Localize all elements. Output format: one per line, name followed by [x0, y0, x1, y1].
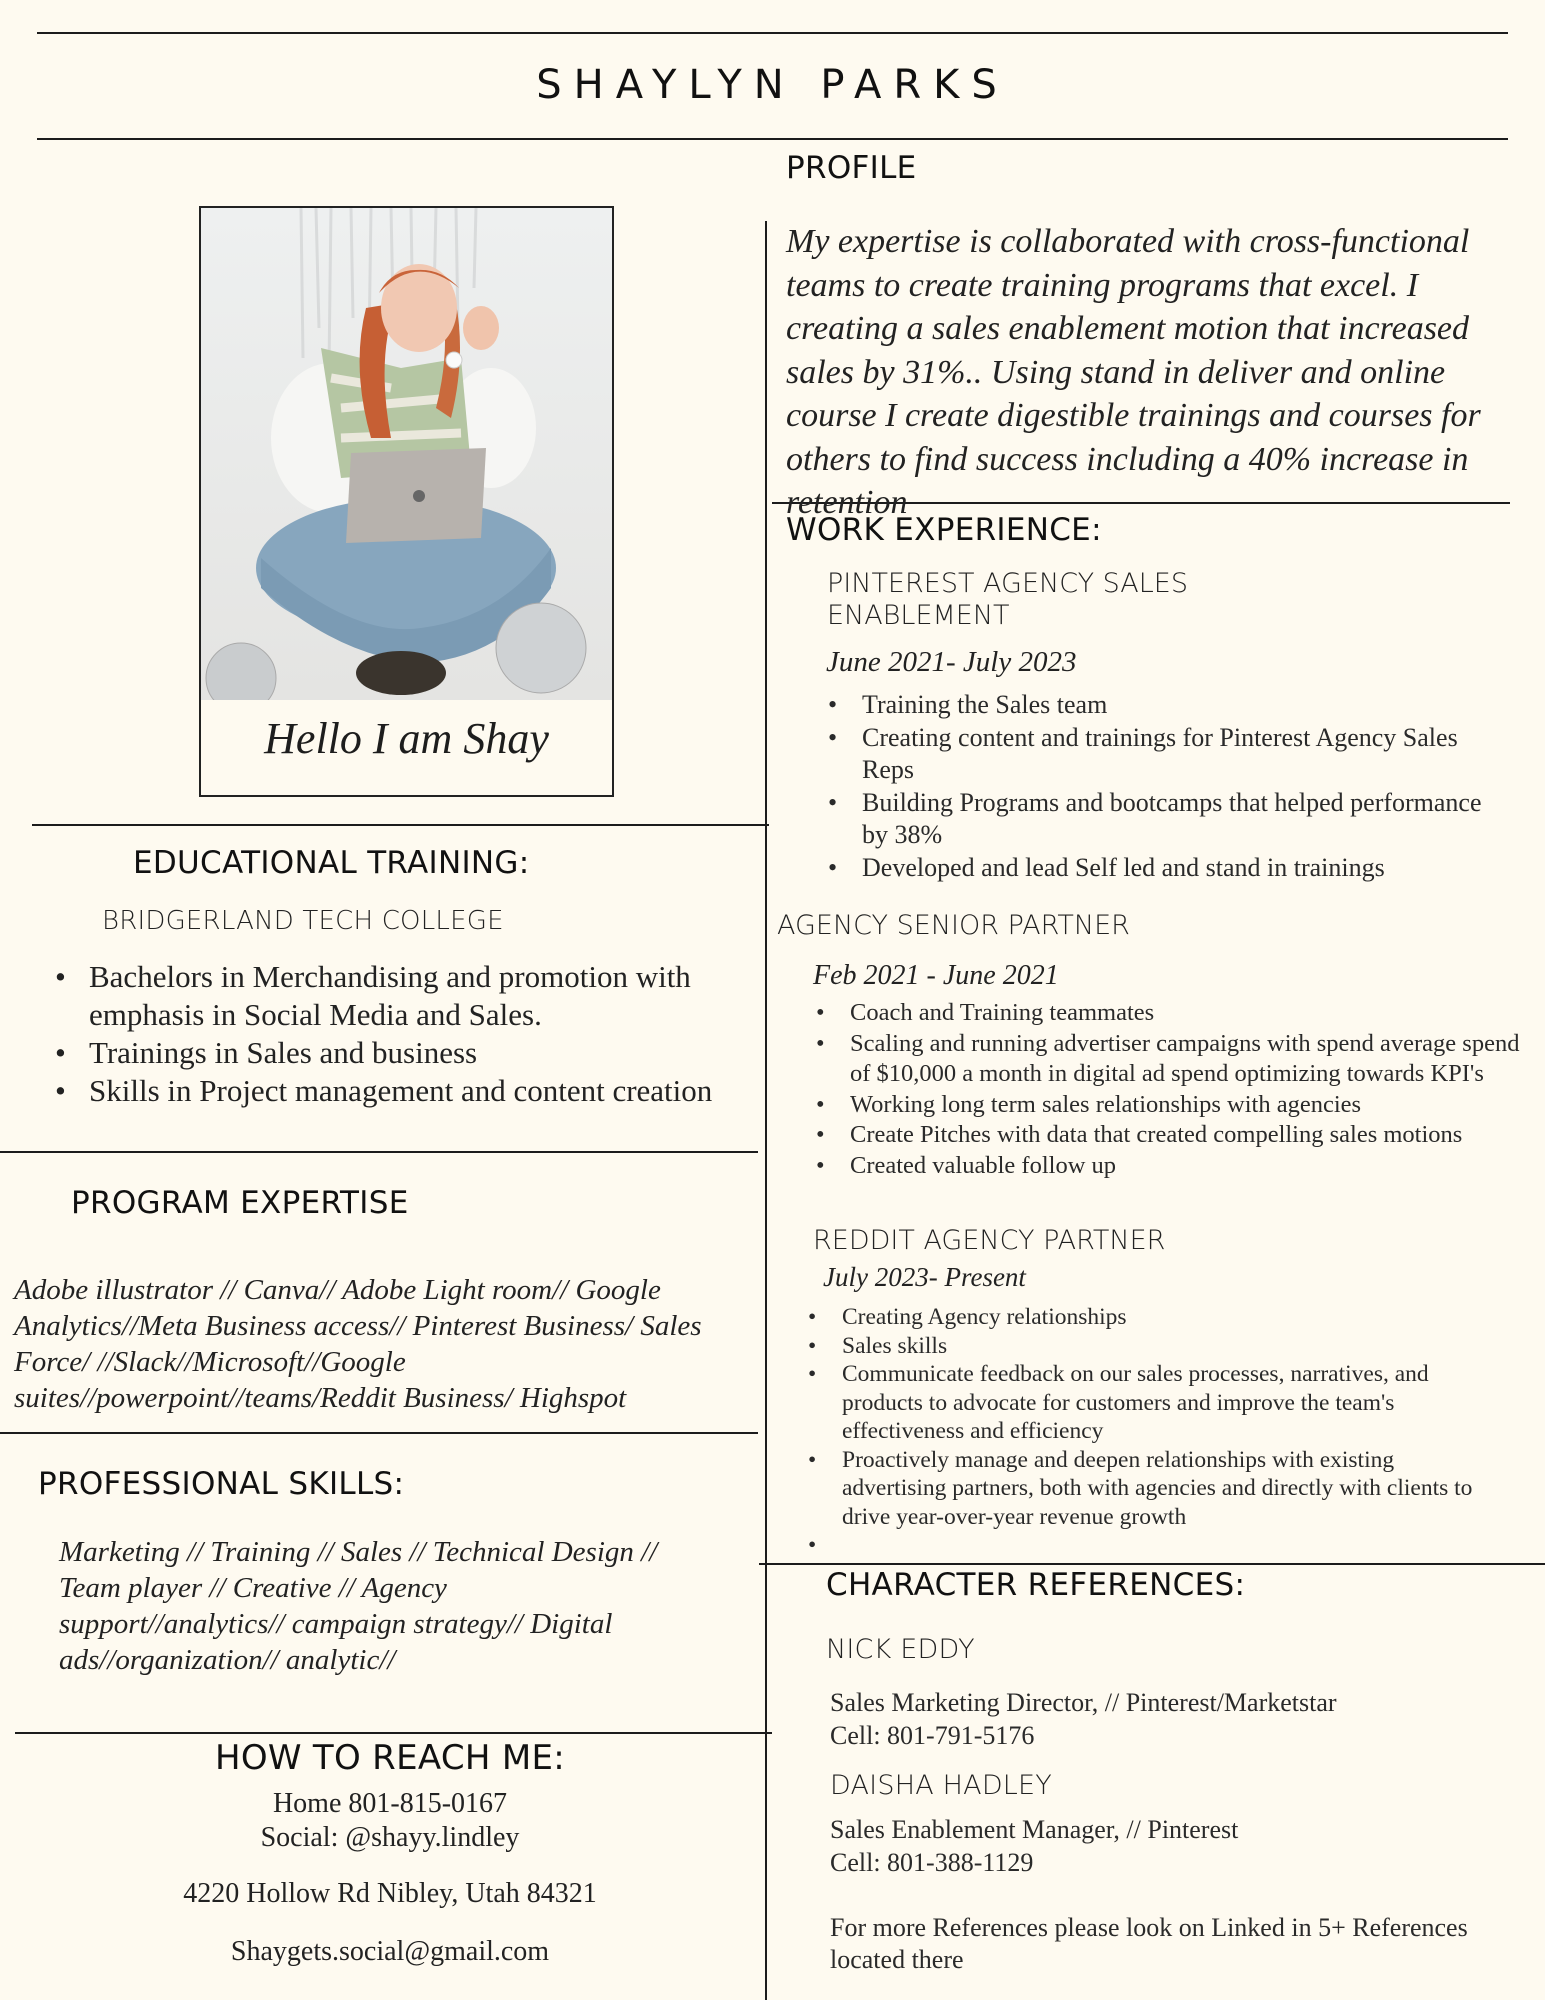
reference-role: Sales Enablement Manager, // Pinterest [830, 1815, 1239, 1844]
contact-heading: HOW TO REACH ME: [214, 1738, 566, 1778]
contact-social-handle[interactable]: Social: @shayy.lindley [260, 1822, 520, 1853]
program-expertise-list: Adobe illustrator // Canva// Adobe Light room// Google Analytics//Meta Business access// Pinterest Business/ Sales Force/ //Slack//Microsoft//Google suites//powerpoint//teams/Reddit Business/ Highspot [14, 1274, 702, 1414]
job-title: AGENCY SENIOR PARTNER [777, 910, 1130, 941]
professional-skills-heading: PROFESSIONAL SKILLS: [38, 1466, 405, 1502]
job-bullet: • Scaling and running advertiser campaigns with spend average spend of $10,000 a month in digital ad spend optimizing towards KPI's [850, 1029, 1545, 1090]
job-bullet: • Building Programs and bootcamps that helped performance by 38% [862, 787, 1482, 852]
job-bullet: • Coach and Training teammates [850, 998, 1545, 1029]
skills-bottom-rule [15, 1732, 772, 1734]
portrait-photo [201, 208, 612, 700]
top-rule [37, 32, 1508, 34]
job-bullet [842, 1531, 1492, 1560]
job-bullet: • Sales skills [842, 1332, 1492, 1361]
job-dates: Feb 2021 - June 2021 [813, 960, 1059, 991]
job-bullets [850, 998, 1545, 1181]
profile-heading: PROFILE [786, 150, 917, 186]
school-name: BRIDGERLAND TECH COLLEGE [102, 906, 504, 936]
photo-caption: Hello I am Shay [264, 714, 549, 763]
job-bullets [842, 1303, 1492, 1560]
contact-address: 4220 Hollow Rd Nibley, Utah 84321 [183, 1878, 597, 1909]
work-experience-heading: WORK EXPERIENCE: [786, 512, 1102, 548]
photo-frame [199, 206, 614, 797]
references-top-rule [759, 1563, 1545, 1565]
program-expertise-heading: PROGRAM EXPERTISE [71, 1185, 409, 1221]
education-item: • Trainings in Sales and business [89, 1034, 739, 1072]
job-title-line: PINTEREST AGENCY SALES [827, 568, 1189, 599]
job-bullet: • Proactively manage and deepen relationships with existing advertising partners, both with agencies and directly with clients to drive year-over-year revenue growth [842, 1446, 1492, 1532]
job-bullet: • Communicate feedback on our sales processes, narratives, and products to advocate for customers and improve the team's effectiveness and efficiency [842, 1360, 1492, 1446]
references-note: For more References please look on Linked in 5+ References located there [830, 1913, 1468, 1974]
header-bottom-rule [37, 138, 1508, 140]
education-item: • Bachelors in Merchandising and promotion with emphasis in Social Media and Sales. [89, 958, 739, 1034]
job-bullets [862, 689, 1482, 884]
job-bullet: • Created valuable follow up [850, 1151, 1545, 1182]
education-list [89, 958, 739, 1110]
program-bottom-rule [0, 1432, 758, 1434]
job-dates: June 2021- July 2023 [826, 646, 1077, 678]
photo-bottom-rule [32, 824, 769, 826]
resume-name: SHAYLYN PARKS [536, 62, 1009, 108]
reference-cell: Cell: 801-791-5176 [830, 1721, 1035, 1750]
job-bullet: • Training the Sales team [862, 689, 1482, 722]
job-bullet: • Creating Agency relationships [842, 1303, 1492, 1332]
reference-name: DAISHA HADLEY [830, 1770, 1053, 1801]
contact-email[interactable]: Shaygets.social@gmail.com [230, 1936, 550, 1967]
education-bottom-rule [0, 1151, 758, 1153]
job-title: REDDIT AGENCY PARTNER [813, 1225, 1166, 1256]
references-heading: CHARACTER REFERENCES: [826, 1567, 1246, 1603]
job-title [827, 568, 1188, 632]
job-dates: July 2023- Present [823, 1262, 1026, 1292]
profile-summary: My expertise is collaborated with cross-functional teams to create training programs that excel. I creating a sales enablement motion that increased sales by 31%.. Using stand in deliver and online course I create digestible trainings and courses for others to find success including a 40% increase in retention [786, 223, 1481, 521]
reference-role: Sales Marketing Director, // Pinterest/Marketstar [830, 1688, 1337, 1717]
portrait-illustration [201, 208, 612, 700]
contact-home-phone: Home 801-815-0167 [272, 1788, 508, 1819]
job-bullet: • Creating content and trainings for Pinterest Agency Sales Reps [862, 722, 1482, 787]
education-heading: EDUCATIONAL TRAINING: [133, 845, 530, 881]
job-title-line: ENABLEMENT [827, 600, 1010, 631]
professional-skills-list: Marketing // Training // Sales // Technical Design // Team player // Creative // Agency support//analytics// campaign strategy// Digital ads//organization// analytic// [59, 1536, 658, 1676]
job-bullet: • Working long term sales relationships with agencies [850, 1090, 1545, 1121]
reference-name: NICK EDDY [826, 1634, 975, 1665]
reference-cell: Cell: 801-388-1129 [830, 1848, 1034, 1877]
job-bullet: • Create Pitches with data that created compelling sales motions [850, 1120, 1545, 1151]
education-item: • Skills in Project management and content creation [89, 1072, 739, 1110]
job-bullet: • Developed and lead Self led and stand in trainings [862, 852, 1482, 885]
